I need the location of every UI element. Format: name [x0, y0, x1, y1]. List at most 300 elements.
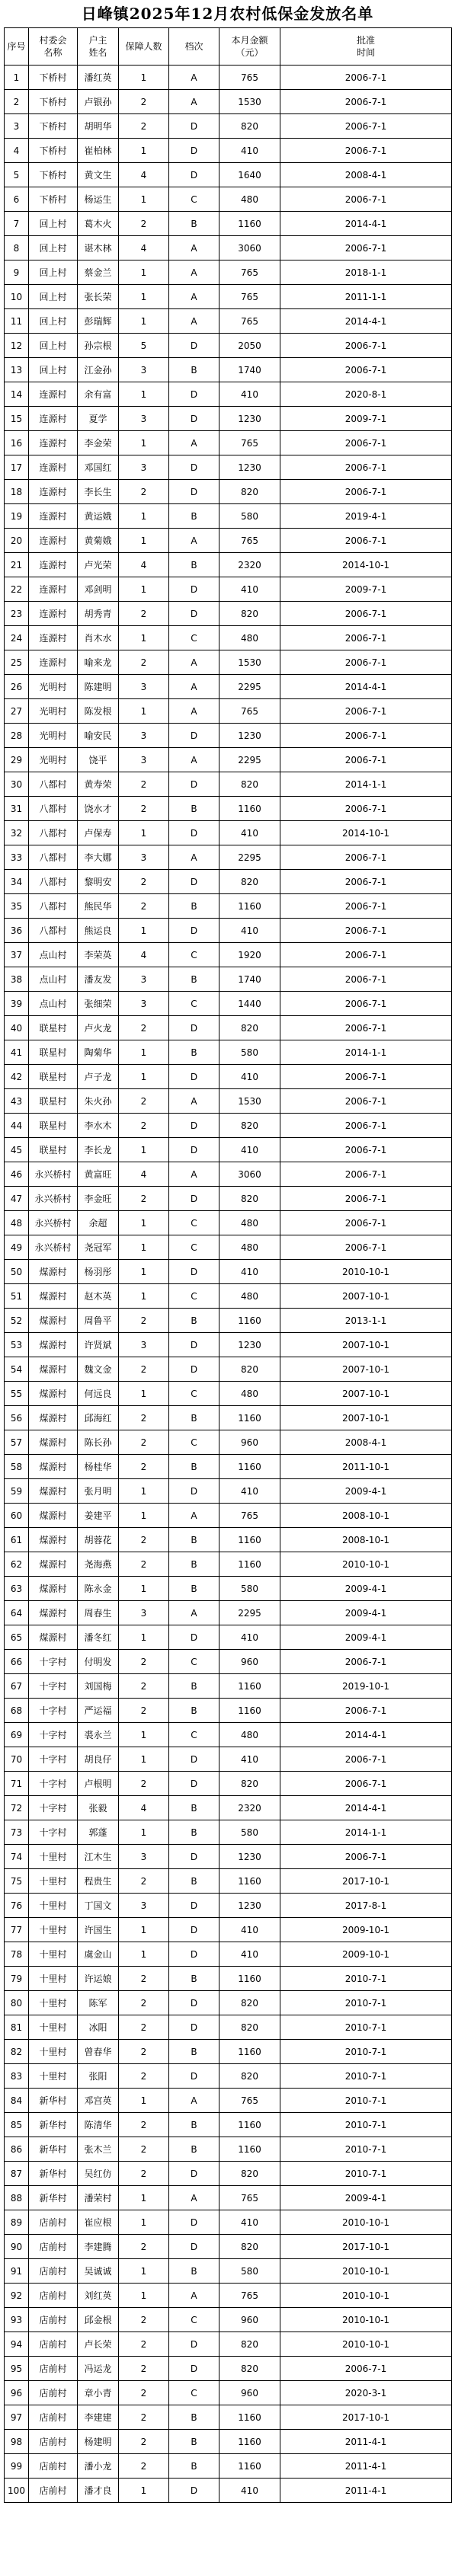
cell-village: 下桥村	[29, 139, 78, 163]
cell-amount: 765	[219, 2284, 280, 2308]
cell-level: D	[169, 602, 219, 626]
cell-count: 2	[119, 212, 169, 236]
cell-name: 冰阳	[78, 2015, 119, 2040]
cell-level: C	[169, 626, 219, 650]
cell-no: 10	[5, 285, 29, 309]
table-row	[5, 1650, 452, 1674]
cell-village: 十字村	[29, 1820, 78, 1845]
cell-village: 店前村	[29, 2454, 78, 2479]
cell-date: 2006-7-1	[280, 943, 452, 967]
cell-amount: 480	[219, 1382, 280, 1406]
cell-name: 潘友发	[78, 967, 119, 992]
cell-date: 2006-7-1	[280, 748, 452, 772]
cell-amount: 1230	[219, 455, 280, 480]
header-row	[5, 28, 452, 66]
cell-date: 2006-7-1	[280, 358, 452, 382]
cell-no: 3	[5, 114, 29, 139]
cell-level: D	[169, 382, 219, 407]
table-row	[5, 626, 452, 650]
cell-village: 十字村	[29, 1674, 78, 1699]
header-village-line2: 名称	[43, 47, 62, 58]
cell-date: 2006-7-1	[280, 870, 452, 894]
cell-no: 47	[5, 1187, 29, 1211]
cell-count: 4	[119, 236, 169, 260]
cell-name: 张毅	[78, 1796, 119, 1820]
cell-no: 53	[5, 1333, 29, 1357]
cell-village: 十字村	[29, 1772, 78, 1796]
cell-no: 85	[5, 2113, 29, 2137]
cell-village: 十里村	[29, 1967, 78, 1991]
cell-count: 3	[119, 748, 169, 772]
cell-village: 连源村	[29, 650, 78, 675]
table-row	[5, 1455, 452, 1479]
table-row	[5, 724, 452, 748]
cell-level: B	[169, 1699, 219, 1723]
cell-no: 8	[5, 236, 29, 260]
cell-date: 2006-7-1	[280, 1747, 452, 1772]
cell-count: 2	[119, 2015, 169, 2040]
cell-amount: 960	[219, 2381, 280, 2405]
cell-date: 2006-7-1	[280, 334, 452, 358]
table-row	[5, 1601, 452, 1625]
cell-level: D	[169, 1991, 219, 2015]
cell-date: 2006-7-1	[280, 967, 452, 992]
cell-level: C	[169, 2381, 219, 2405]
cell-count: 1	[119, 626, 169, 650]
table-row	[5, 992, 452, 1016]
cell-count: 1	[119, 2210, 169, 2235]
cell-date: 2009-4-1	[280, 1479, 452, 1504]
cell-amount: 410	[219, 1942, 280, 1967]
cell-level: B	[169, 504, 219, 529]
cell-no: 84	[5, 2089, 29, 2113]
cell-amount: 2295	[219, 748, 280, 772]
cell-date: 2010-10-1	[280, 2210, 452, 2235]
cell-amount: 765	[219, 2186, 280, 2210]
cell-amount: 480	[219, 626, 280, 650]
cell-village: 点山村	[29, 967, 78, 992]
cell-date: 2007-10-1	[280, 1284, 452, 1309]
cell-level: D	[169, 1333, 219, 1357]
cell-amount: 580	[219, 1040, 280, 1065]
cell-name: 尧冠军	[78, 1235, 119, 1260]
cell-amount: 1160	[219, 1869, 280, 1894]
cell-amount: 1160	[219, 1699, 280, 1723]
cell-no: 50	[5, 1260, 29, 1284]
cell-amount: 1160	[219, 1528, 280, 1552]
cell-date: 2014-4-1	[280, 1723, 452, 1747]
cell-date: 2006-7-1	[280, 699, 452, 724]
cell-amount: 1160	[219, 2040, 280, 2064]
cell-count: 1	[119, 1504, 169, 1528]
cell-name: 邓国红	[78, 455, 119, 480]
cell-no: 20	[5, 529, 29, 553]
table-row	[5, 480, 452, 504]
cell-level: A	[169, 845, 219, 870]
cell-level: D	[169, 1260, 219, 1284]
cell-count: 2	[119, 2235, 169, 2259]
cell-amount: 580	[219, 1577, 280, 1601]
cell-date: 2006-7-1	[280, 1845, 452, 1869]
cell-no: 35	[5, 894, 29, 919]
cell-name: 卢火龙	[78, 1016, 119, 1040]
cell-date: 2019-4-1	[280, 504, 452, 529]
cell-amount: 960	[219, 2308, 280, 2332]
cell-level: B	[169, 967, 219, 992]
cell-name: 吴诚诚	[78, 2259, 119, 2284]
cell-name: 黄文生	[78, 163, 119, 187]
header-name-line2: 姓名	[88, 47, 107, 58]
cell-no: 52	[5, 1309, 29, 1333]
cell-village: 新华村	[29, 2162, 78, 2186]
cell-amount: 1160	[219, 797, 280, 821]
cell-level: D	[169, 1479, 219, 1504]
table-row	[5, 577, 452, 602]
cell-no: 97	[5, 2405, 29, 2430]
cell-no: 29	[5, 748, 29, 772]
cell-amount: 820	[219, 870, 280, 894]
table-row	[5, 1406, 452, 1430]
cell-count: 2	[119, 1967, 169, 1991]
cell-count: 4	[119, 943, 169, 967]
cell-count: 1	[119, 699, 169, 724]
cell-amount: 1230	[219, 1845, 280, 1869]
cell-count: 1	[119, 1918, 169, 1942]
cell-no: 83	[5, 2064, 29, 2089]
cell-amount: 820	[219, 1187, 280, 1211]
cell-no: 77	[5, 1918, 29, 1942]
cell-count: 1	[119, 431, 169, 455]
cell-village: 连源村	[29, 407, 78, 431]
cell-village: 煤源村	[29, 1309, 78, 1333]
cell-amount: 1160	[219, 1455, 280, 1479]
cell-amount: 410	[219, 577, 280, 602]
cell-level: B	[169, 1406, 219, 1430]
cell-name: 熊运良	[78, 919, 119, 943]
cell-count: 2	[119, 772, 169, 797]
table-row	[5, 1674, 452, 1699]
cell-no: 60	[5, 1504, 29, 1528]
cell-date: 2009-4-1	[280, 1601, 452, 1625]
cell-amount: 2050	[219, 334, 280, 358]
cell-village: 八都村	[29, 870, 78, 894]
cell-no: 5	[5, 163, 29, 187]
table-row	[5, 1869, 452, 1894]
table-row	[5, 2430, 452, 2454]
cell-no: 38	[5, 967, 29, 992]
table-row	[5, 1040, 452, 1065]
cell-level: C	[169, 187, 219, 212]
cell-count: 2	[119, 2405, 169, 2430]
cell-village: 店前村	[29, 2405, 78, 2430]
cell-count: 3	[119, 407, 169, 431]
cell-level: D	[169, 2479, 219, 2503]
cell-name: 吴红仿	[78, 2162, 119, 2186]
cell-no: 78	[5, 1942, 29, 1967]
cell-village: 十字村	[29, 1650, 78, 1674]
cell-no: 63	[5, 1577, 29, 1601]
cell-level: D	[169, 1357, 219, 1382]
cell-level: D	[169, 1114, 219, 1138]
cell-no: 94	[5, 2332, 29, 2357]
cell-no: 72	[5, 1796, 29, 1820]
cell-no: 31	[5, 797, 29, 821]
cell-count: 1	[119, 1625, 169, 1650]
table-row	[5, 1235, 452, 1260]
cell-amount: 1160	[219, 2137, 280, 2162]
cell-date: 2014-1-1	[280, 772, 452, 797]
cell-village: 回上村	[29, 309, 78, 334]
cell-level: B	[169, 2040, 219, 2064]
cell-amount: 960	[219, 1650, 280, 1674]
cell-village: 店前村	[29, 2381, 78, 2405]
table-row	[5, 1284, 452, 1309]
cell-name: 陈建明	[78, 675, 119, 699]
header-village-line1: 村委会	[39, 35, 67, 46]
cell-count: 2	[119, 894, 169, 919]
cell-amount: 1160	[219, 2430, 280, 2454]
cell-count: 3	[119, 1894, 169, 1918]
cell-amount: 410	[219, 1747, 280, 1772]
cell-amount: 410	[219, 1138, 280, 1162]
cell-count: 2	[119, 1991, 169, 2015]
cell-name: 饶平	[78, 748, 119, 772]
cell-level: D	[169, 455, 219, 480]
cell-amount: 410	[219, 2210, 280, 2235]
cell-level: C	[169, 1723, 219, 1747]
cell-level: D	[169, 2162, 219, 2186]
cell-no: 61	[5, 1528, 29, 1552]
cell-village: 煤源村	[29, 1504, 78, 1528]
table-row	[5, 2381, 452, 2405]
cell-date: 2007-10-1	[280, 1382, 452, 1406]
cell-level: B	[169, 1820, 219, 1845]
table-row	[5, 2040, 452, 2064]
cell-name: 陶菊华	[78, 1040, 119, 1065]
cell-date: 2014-4-1	[280, 1796, 452, 1820]
cell-amount: 480	[219, 1235, 280, 1260]
cell-name: 魏文金	[78, 1357, 119, 1382]
cell-level: A	[169, 1504, 219, 1528]
cell-village: 下桥村	[29, 90, 78, 114]
cell-no: 80	[5, 1991, 29, 2015]
cell-count: 3	[119, 1845, 169, 1869]
cell-no: 81	[5, 2015, 29, 2040]
cell-village: 店前村	[29, 2332, 78, 2357]
cell-level: D	[169, 139, 219, 163]
cell-count: 1	[119, 2284, 169, 2308]
cell-date: 2006-7-1	[280, 650, 452, 675]
cell-village: 连源村	[29, 431, 78, 455]
cell-village: 下桥村	[29, 187, 78, 212]
cell-level: C	[169, 1650, 219, 1674]
cell-date: 2010-10-1	[280, 1260, 452, 1284]
cell-count: 2	[119, 870, 169, 894]
cell-name: 李长龙	[78, 1138, 119, 1162]
cell-no: 56	[5, 1406, 29, 1430]
cell-village: 八都村	[29, 894, 78, 919]
table-row	[5, 602, 452, 626]
cell-name: 刘红英	[78, 2284, 119, 2308]
cell-name: 潘荣村	[78, 2186, 119, 2210]
cell-village: 店前村	[29, 2284, 78, 2308]
cell-date: 2018-1-1	[280, 260, 452, 285]
cell-count: 1	[119, 1235, 169, 1260]
cell-amount: 765	[219, 431, 280, 455]
cell-name: 潘才良	[78, 2479, 119, 2503]
table-row	[5, 2210, 452, 2235]
cell-village: 十里村	[29, 2015, 78, 2040]
cell-name: 潘冬红	[78, 1625, 119, 1650]
cell-level: D	[169, 1625, 219, 1650]
cell-amount: 480	[219, 1284, 280, 1309]
cell-no: 64	[5, 1601, 29, 1625]
cell-level: B	[169, 1869, 219, 1894]
table-row	[5, 1528, 452, 1552]
cell-no: 28	[5, 724, 29, 748]
cell-amount: 3060	[219, 236, 280, 260]
cell-name: 蔡金兰	[78, 260, 119, 285]
cell-count: 2	[119, 1674, 169, 1699]
table-row	[5, 1747, 452, 1772]
cell-amount: 1530	[219, 90, 280, 114]
table-row	[5, 90, 452, 114]
cell-date: 2010-7-1	[280, 2162, 452, 2186]
cell-amount: 1230	[219, 1894, 280, 1918]
cell-count: 1	[119, 1723, 169, 1747]
cell-date: 2019-10-1	[280, 1674, 452, 1699]
cell-name: 崔柏林	[78, 139, 119, 163]
cell-date: 2006-7-1	[280, 1016, 452, 1040]
cell-count: 1	[119, 504, 169, 529]
table-row	[5, 309, 452, 334]
cell-count: 3	[119, 1333, 169, 1357]
header-level: 档次	[169, 28, 219, 66]
cell-date: 2006-7-1	[280, 455, 452, 480]
cell-amount: 410	[219, 2479, 280, 2503]
table-row	[5, 334, 452, 358]
table-row	[5, 2479, 452, 2503]
cell-amount: 1740	[219, 358, 280, 382]
cell-no: 15	[5, 407, 29, 431]
cell-date: 2010-7-1	[280, 2015, 452, 2040]
page-title: 日峰镇2025年12月农村低保金发放名单	[81, 5, 374, 23]
cell-amount: 1230	[219, 724, 280, 748]
table-row	[5, 1894, 452, 1918]
cell-village: 连源村	[29, 480, 78, 504]
cell-amount: 1440	[219, 992, 280, 1016]
cell-amount: 1160	[219, 894, 280, 919]
cell-amount: 410	[219, 919, 280, 943]
cell-date: 2010-10-1	[280, 2332, 452, 2357]
cell-date: 2006-7-1	[280, 187, 452, 212]
table-row	[5, 1357, 452, 1382]
cell-village: 十里村	[29, 1845, 78, 1869]
cell-village: 连源村	[29, 577, 78, 602]
table-row	[5, 2162, 452, 2186]
cell-count: 1	[119, 382, 169, 407]
cell-count: 2	[119, 1552, 169, 1577]
cell-name: 程贵生	[78, 1869, 119, 1894]
cell-date: 2009-7-1	[280, 577, 452, 602]
cell-name: 李金荣	[78, 431, 119, 455]
cell-level: C	[169, 1430, 219, 1455]
cell-count: 1	[119, 2089, 169, 2113]
table-row	[5, 1333, 452, 1357]
header-amount	[219, 28, 280, 66]
cell-name: 曾春华	[78, 2040, 119, 2064]
cell-amount: 580	[219, 504, 280, 529]
cell-amount: 765	[219, 260, 280, 285]
cell-level: D	[169, 1845, 219, 1869]
table-row	[5, 2405, 452, 2430]
header-name-line1: 户主	[88, 35, 107, 46]
cell-count: 1	[119, 821, 169, 845]
cell-level: C	[169, 2308, 219, 2332]
table-row	[5, 260, 452, 285]
cell-no: 98	[5, 2430, 29, 2454]
cell-village: 煤源村	[29, 1479, 78, 1504]
cell-level: D	[169, 772, 219, 797]
table-body	[5, 66, 452, 2503]
cell-name: 张细荣	[78, 992, 119, 1016]
cell-village: 点山村	[29, 992, 78, 1016]
cell-date: 2006-7-1	[280, 626, 452, 650]
table-row	[5, 139, 452, 163]
cell-level: D	[169, 480, 219, 504]
cell-village: 联星村	[29, 1114, 78, 1138]
cell-date: 2008-4-1	[280, 163, 452, 187]
cell-level: B	[169, 1455, 219, 1479]
table-row	[5, 1577, 452, 1601]
cell-name: 邱海红	[78, 1406, 119, 1430]
table-row	[5, 1114, 452, 1138]
cell-amount: 820	[219, 602, 280, 626]
cell-no: 46	[5, 1162, 29, 1187]
cell-amount: 820	[219, 1991, 280, 2015]
cell-date: 2006-7-1	[280, 2357, 452, 2381]
cell-date: 2017-10-1	[280, 1869, 452, 1894]
table-row	[5, 2357, 452, 2381]
cell-level: B	[169, 1552, 219, 1577]
cell-level: A	[169, 675, 219, 699]
header-date-line1: 批准	[356, 35, 375, 46]
cell-village: 光明村	[29, 675, 78, 699]
cell-date: 2011-1-1	[280, 285, 452, 309]
table-row	[5, 699, 452, 724]
table-row	[5, 675, 452, 699]
cell-village: 八都村	[29, 797, 78, 821]
cell-village: 连源村	[29, 626, 78, 650]
cell-count: 2	[119, 2040, 169, 2064]
table-row	[5, 821, 452, 845]
cell-count: 3	[119, 724, 169, 748]
cell-level: B	[169, 1040, 219, 1065]
cell-amount: 820	[219, 1772, 280, 1796]
table-row	[5, 650, 452, 675]
cell-level: D	[169, 821, 219, 845]
cell-count: 2	[119, 2332, 169, 2357]
cell-date: 2006-7-1	[280, 66, 452, 90]
cell-amount: 820	[219, 2015, 280, 2040]
cell-name: 李金旺	[78, 1187, 119, 1211]
cell-level: D	[169, 114, 219, 139]
cell-level: D	[169, 2015, 219, 2040]
cell-name: 陈清华	[78, 2113, 119, 2137]
cell-village: 十里村	[29, 1991, 78, 2015]
cell-village: 煤源村	[29, 1284, 78, 1309]
cell-level: A	[169, 236, 219, 260]
